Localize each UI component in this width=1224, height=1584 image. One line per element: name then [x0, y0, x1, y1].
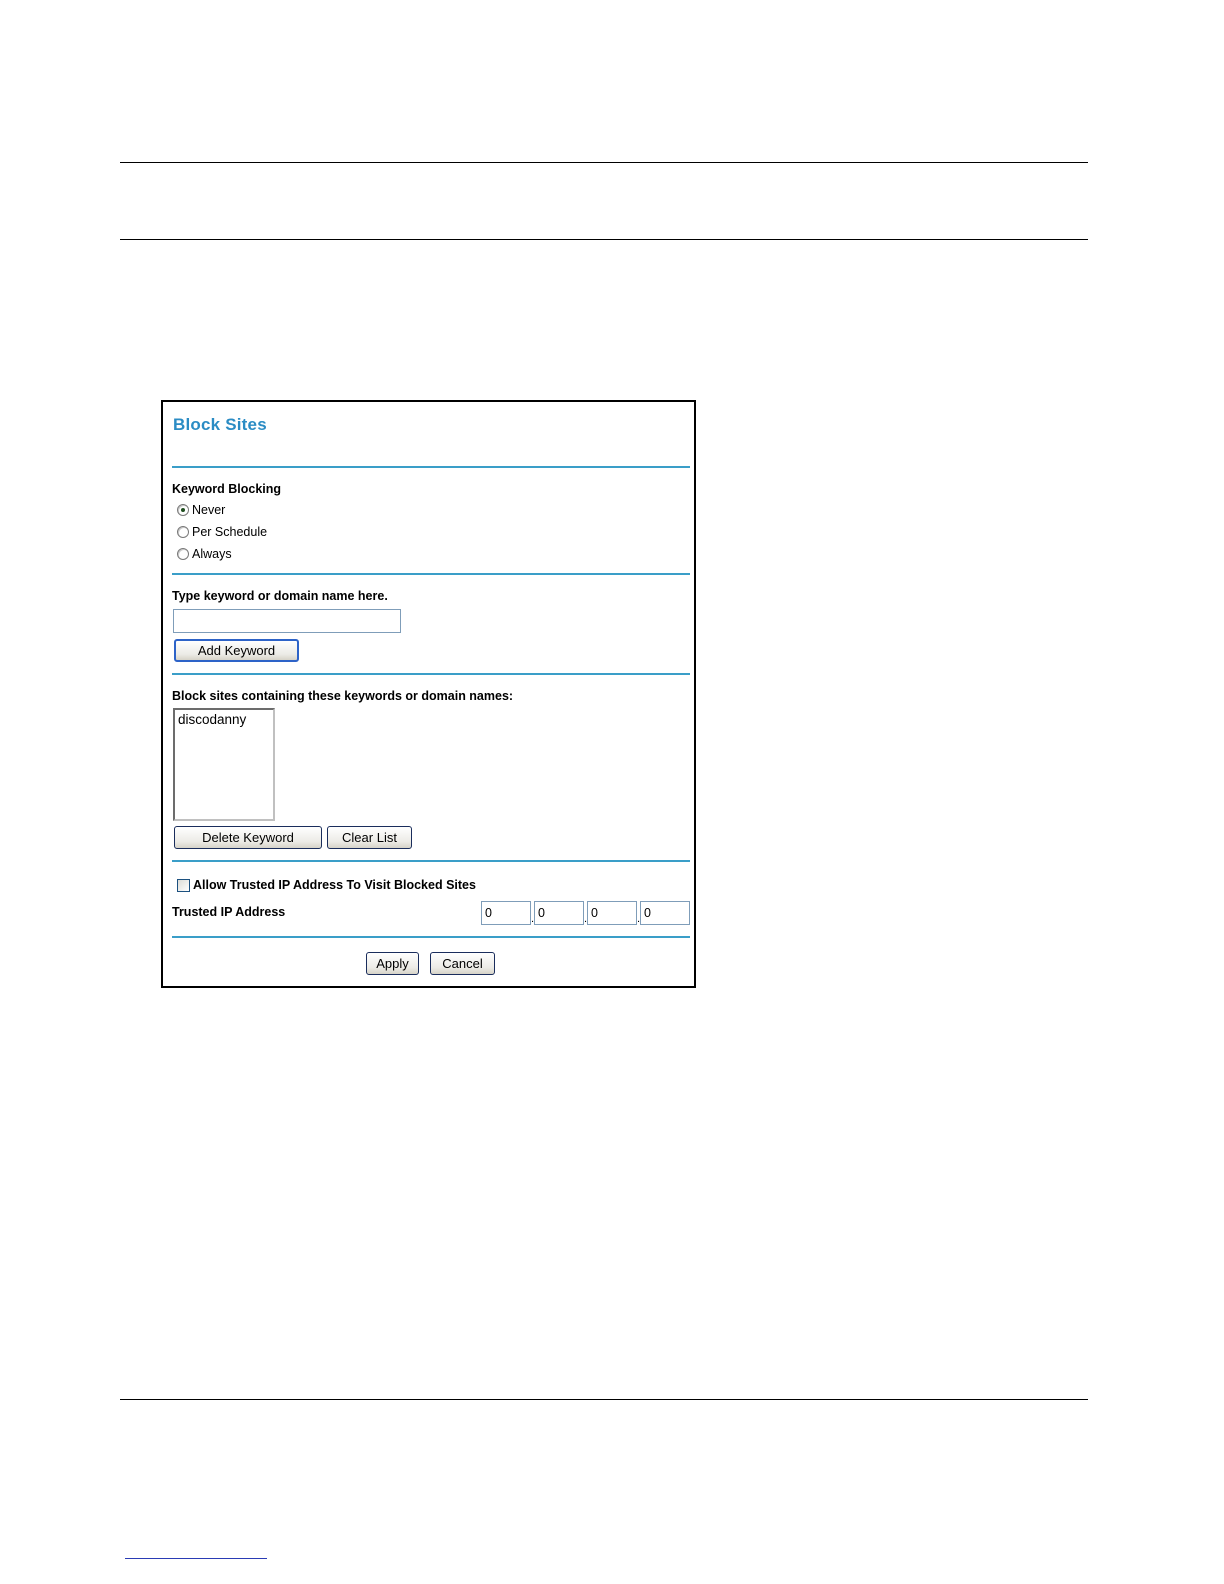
allow-trusted-label: Allow Trusted IP Address To Visit Blocked Sites	[193, 878, 476, 892]
keyword-entry-label: Type keyword or domain name here.	[172, 589, 388, 603]
trusted-ip-label: Trusted IP Address	[172, 905, 286, 919]
radio-always[interactable]	[177, 545, 232, 563]
add-keyword-button[interactable]: Add Keyword	[174, 639, 299, 662]
keyword-blocking-label: Keyword Blocking	[172, 482, 282, 496]
divider-2	[172, 573, 690, 575]
clear-list-button[interactable]: Clear List	[327, 826, 412, 849]
divider-3	[172, 673, 690, 675]
radio-always-button[interactable]	[177, 548, 189, 560]
block-sites-panel	[161, 400, 696, 988]
page-title: Block Sites	[173, 415, 267, 434]
trusted-ip-octet-3[interactable]	[587, 901, 637, 925]
keyword-listbox[interactable]	[173, 708, 275, 821]
trusted-ip-octet-1[interactable]	[481, 901, 531, 925]
footer-link-underline	[125, 1558, 267, 1559]
radio-per-schedule-button[interactable]	[177, 526, 189, 538]
radio-per-schedule-label: Per Schedule	[192, 525, 268, 539]
trusted-ip-octet-4[interactable]	[640, 901, 690, 925]
header-rule-bottom	[120, 239, 1088, 240]
trusted-ip-octet-2[interactable]	[534, 901, 584, 925]
radio-always-label: Always	[192, 547, 232, 561]
divider-4	[172, 860, 690, 862]
block-list-label: Block sites containing these keywords or domain names:	[172, 689, 514, 703]
delete-keyword-button[interactable]: Delete Keyword	[174, 826, 322, 849]
cancel-button[interactable]: Cancel	[430, 952, 495, 975]
footer-rule	[120, 1399, 1088, 1400]
apply-button[interactable]: Apply	[366, 952, 419, 975]
allow-trusted-checkbox[interactable]	[177, 879, 190, 892]
divider-1	[172, 466, 690, 468]
ip-separator: .	[637, 913, 641, 925]
radio-never-label: Never	[192, 503, 226, 517]
ip-separator: .	[584, 913, 588, 925]
keyword-input[interactable]	[173, 609, 401, 633]
divider-5	[172, 936, 690, 938]
radio-never-button[interactable]	[177, 504, 189, 516]
ip-separator: .	[531, 913, 535, 925]
header-rule-top	[120, 162, 1088, 163]
list-item[interactable]: discodanny	[178, 712, 247, 727]
radio-never[interactable]	[177, 501, 225, 519]
radio-per-schedule[interactable]	[177, 523, 267, 541]
